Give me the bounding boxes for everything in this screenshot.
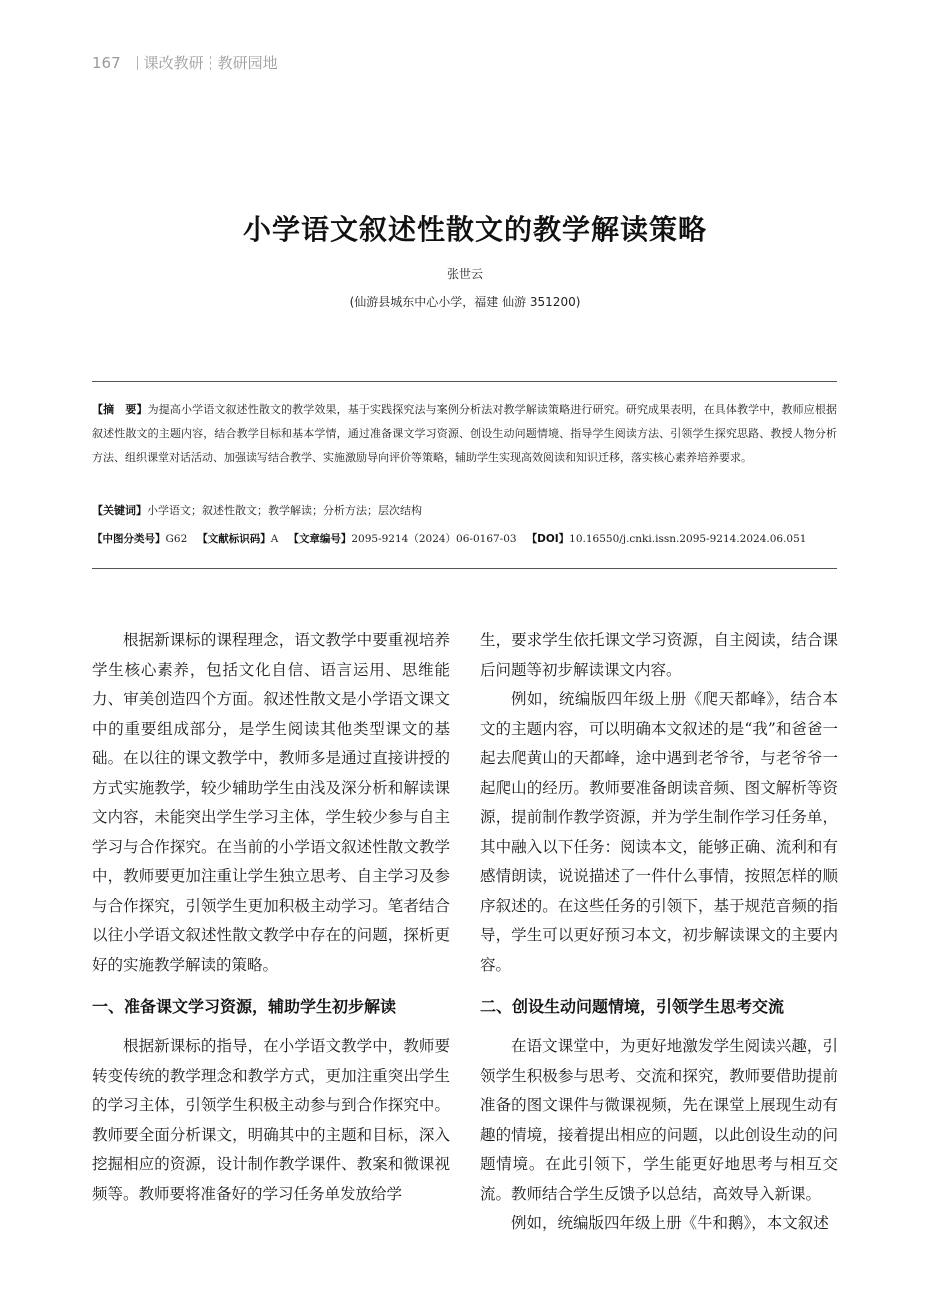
intro-paragraph: 根据新课标的课程理念，语文教学中要重视培养学生核心素养，包括文化自信、语言运用、思维能力、审美创造四个方面。叙述性散文是小学语文课文中的重要组成部分，是学生阅读其他类型课文的基础。在以往的课文教学中，教师多是通过直接讲授的方式实施教学，较少辅助学生由浅及深分析和解读课文内容，未能突出学生学习主体，学生较少参与自主学习与合作探究。在当前的小学语文叙述性散文教学中，教师要更加注重让学生独立思考、自主学习及参与合作探究，引领学生更加积极主动学习。笔者结合以往小学语文叙述性散文教学中存在的问题，探析更好的实施教学解读的策略。 [92,631,450,974]
header-divider [137,56,138,70]
classification-line [92,531,852,546]
example-paragraph-2: 例如，统编版四年级上册《牛和鹅》，本文叙述 [511,1214,829,1232]
bottom-divider [92,568,837,569]
abstract-text: 为提高小学语文叙述性散文的教学效果，基于实践探究法与案例分析法对教学解读策略进行研究。研究成果表明，在具体教学中，教师应根据叙述性散文的主题内容，结合教学目标和基本学情，通过准备课文学习资源、创设生动问题情境、指导学生阅读方法、引领学生探究思路、教授人物分析方法、组织课堂对话活动、加强读写结合教学、实施激励导向评价等策略，辅助学生实现高效阅读和知识迁移，落实核心素养培养要求。 [92,403,837,464]
keywords-text: 小学语文；叙述性散文；教学解读；分析方法；层次结构 [147,504,422,517]
abstract-block [92,398,837,470]
section-heading-2: 二、创设生动问题情境，引领学生思考交流 [480,997,785,1016]
keywords-line [92,502,837,518]
section-name: 课改教研 [143,54,204,72]
section2-paragraph: 在语文课堂中，为更好地激发学生阅读兴趣，引领学生积极参与思考、交流和探究，教师要借助提前准备的图文课件与微课视频，先在课堂上展现生动有趣的情境，接着提出相应的问题，以此创设生动的问题情境。在此引领下，学生能更好地思考与相互交流。教师结合学生反馈予以总结，高效导入新课。 [480,1037,838,1203]
section-heading-1: 一、准备课文学习资源，辅助学生初步解读 [92,997,397,1016]
subsection-name: 教研园地 [217,54,278,72]
clc-value: G62 [165,533,188,545]
example-paragraph-1: 例如，统编版四年级上册《爬天都峰》，结合本文的主题内容，可以明确本文叙述的是“我”和爸爸一起去爬黄山的天都峰，途中遇到老爷爷，与老爷爷一起爬山的经历。教师要准备朗读音频、图文解析等资源，提前制作教学资源，并为学生制作学习任务单，其中融入以下任务：阅读本文，能够正确、流利和有感情朗读，说说描述了一件什么事情，按照怎样的顺序叙述的。在这些任务的引领下，基于规范音频的指导，学生可以更好预习本文，初步解读课文的主要内容。 [480,690,838,974]
running-header [92,52,278,73]
clc-label: 【中图分类号】 [92,533,166,545]
body-column-right [480,626,838,1239]
header-dashed-divider [210,56,212,70]
top-divider [92,381,837,382]
abstract-paragraph [92,398,837,470]
page-number: 167 [92,54,121,72]
abstract-label: 【摘 要】 [92,403,148,416]
continued-paragraph: 生，要求学生依托课文学习资源，自主阅读，结合课后问题等初步解读课文内容。 [480,631,838,679]
article-title: 小学语文叙述性散文的教学解读策略 [242,213,707,246]
article-number-value: 2095-9214（2024）06-0167-03 [351,533,517,545]
author-affiliation: (仙游县城东中心小学，福建 仙游 351200) [349,295,581,309]
author-name: 张世云 [446,267,483,281]
doc-code-value: A [270,533,279,545]
body-column-left [92,626,450,1209]
article-number-label: 【文章编号】 [288,533,352,545]
doi-label: 【DOI】 [526,533,570,545]
doi-value: 10.16550/j.cnki.issn.2095-9214.2024.06.051 [569,533,807,545]
doc-code-label: 【文献标识码】 [197,533,271,545]
section1-paragraph: 根据新课标的指导，在小学语文教学中，教师要转变传统的教学理念和教学方式，更加注重突出学生的学习主体，引领学生积极主动参与到合作探究中。教师要全面分析课文，明确其中的主题和目标，深入挖掘相应的资源，设计制作教学课件、教案和微课视频等。教师要将准备好的学习任务单发放给学 [92,1037,450,1203]
keywords-label: 【关键词】 [92,504,147,517]
